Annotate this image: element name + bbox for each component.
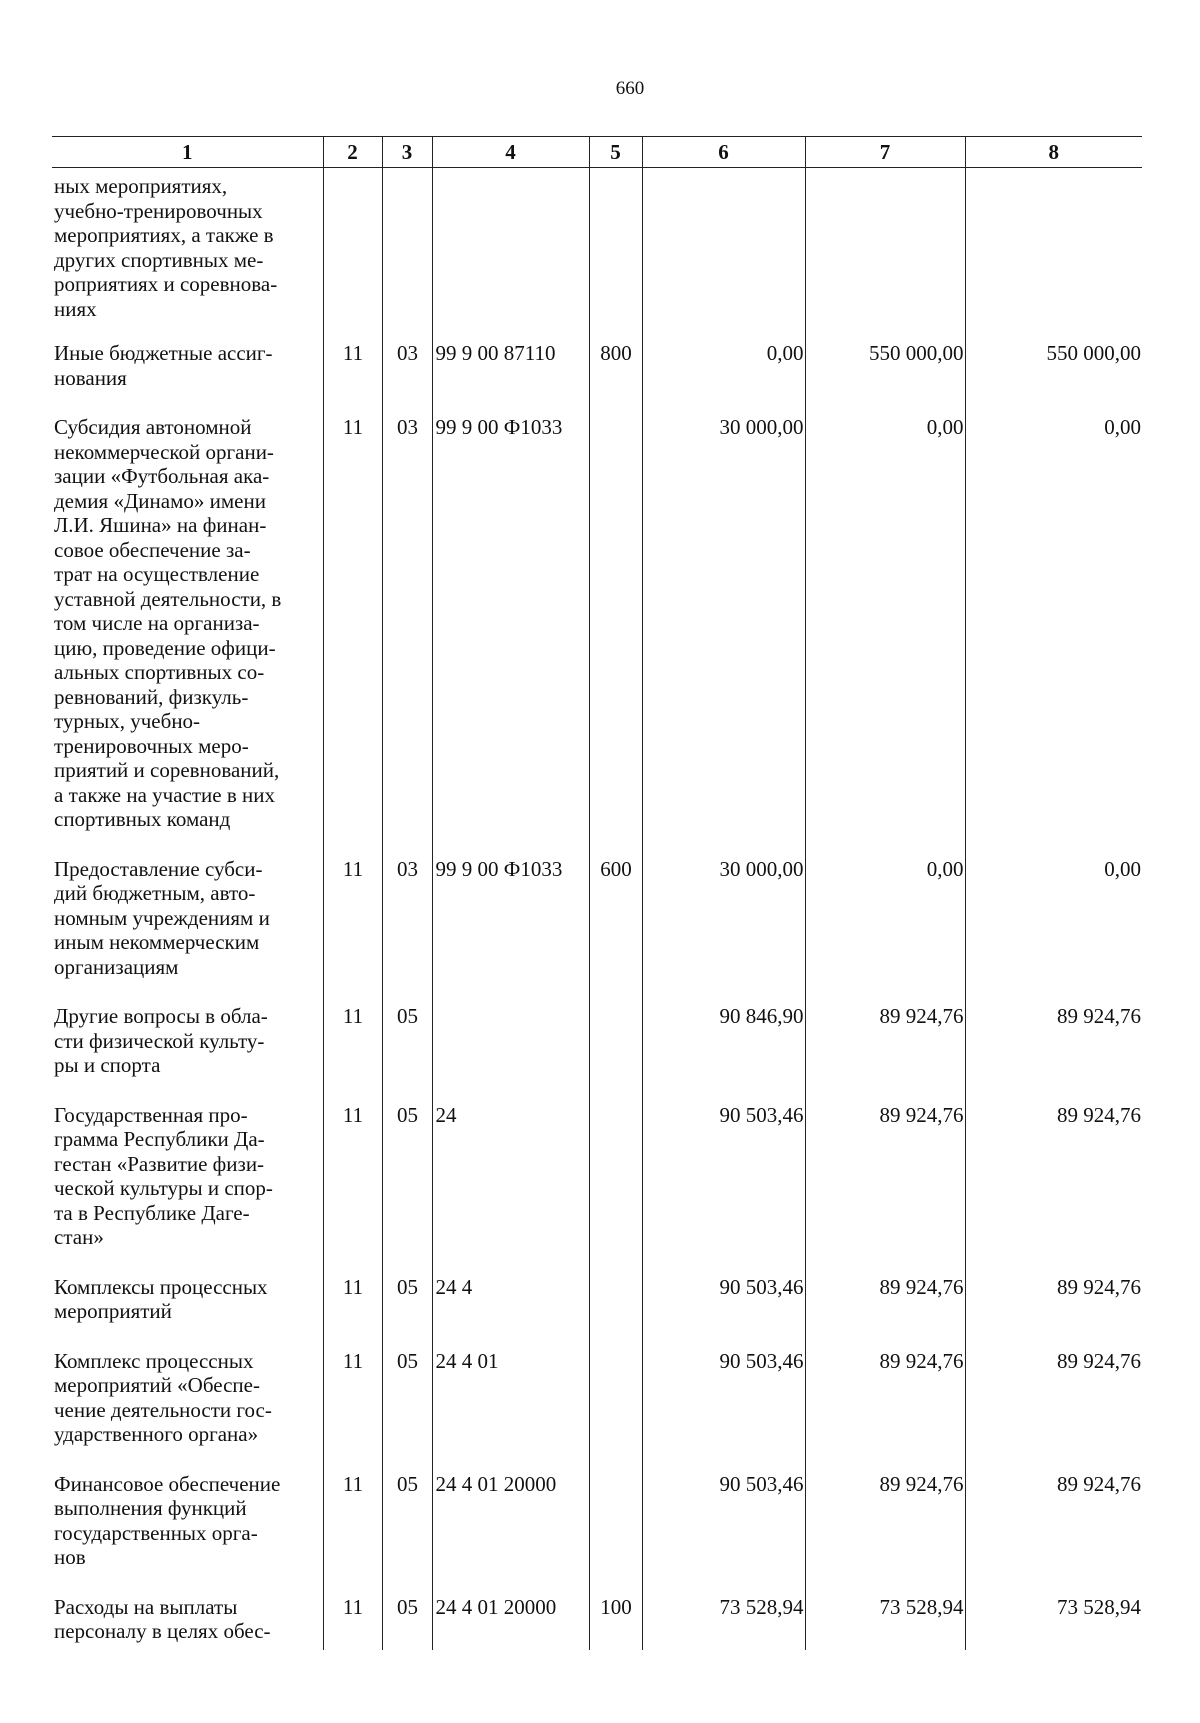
row-description (52, 341, 323, 415)
subsection-code: 05 (382, 1595, 432, 1650)
row-description (52, 1472, 323, 1595)
table-row (52, 1004, 1142, 1103)
row-description-text: Комплекс процессных мероприятий «Обеспе- чение деятельности гос- ударственного органа» (54, 1348, 272, 1446)
row-description (52, 1275, 323, 1349)
table-row (52, 1472, 1142, 1595)
amount-col-7: 89 924,76 (805, 1472, 965, 1595)
section-code: 11 (323, 1472, 382, 1595)
target-article-code: 24 4 01 20000 (432, 1595, 589, 1650)
page-number: 660 (615, 78, 645, 99)
column-header: 6 (642, 137, 805, 168)
column-header: 8 (965, 137, 1142, 168)
section-code: 11 (323, 1595, 382, 1650)
amount-col-8 (965, 168, 1142, 342)
section-code: 11 (323, 857, 382, 1005)
expense-type-code: 600 (589, 857, 642, 1005)
amount-col-8: 89 924,76 (965, 1472, 1142, 1595)
amount-col-8: 550 000,00 (965, 341, 1142, 415)
amount-col-6: 90 503,46 (642, 1349, 805, 1472)
row-description (52, 168, 323, 342)
expense-type-code (589, 168, 642, 342)
amount-col-7: 89 924,76 (805, 1275, 965, 1349)
row-description (52, 415, 323, 857)
expense-type-code (589, 1275, 642, 1349)
section-code: 11 (323, 1349, 382, 1472)
row-description-text: Расходы на выплаты персоналу в целях обес- (54, 1594, 271, 1643)
amount-col-6: 90 846,90 (642, 1004, 805, 1103)
row-description-text: Комплексы процессных мероприятий (54, 1274, 268, 1323)
amount-col-8: 89 924,76 (965, 1004, 1142, 1103)
target-article-code: 24 (432, 1103, 589, 1275)
target-article-code (432, 168, 589, 342)
amount-col-7: 550 000,00 (805, 341, 965, 415)
table-row (52, 1349, 1142, 1472)
row-description (52, 1595, 323, 1650)
subsection-code: 03 (382, 857, 432, 1005)
target-article-code: 24 4 01 (432, 1349, 589, 1472)
amount-col-7: 89 924,76 (805, 1103, 965, 1275)
expense-type-code (589, 1004, 642, 1103)
amount-col-8: 89 924,76 (965, 1349, 1142, 1472)
amount-col-6: 90 503,46 (642, 1103, 805, 1275)
table-row (52, 168, 1142, 342)
target-article-code (432, 1004, 589, 1103)
column-header: 3 (382, 137, 432, 168)
target-article-code: 24 4 01 20000 (432, 1472, 589, 1595)
column-header: 2 (323, 137, 382, 168)
expense-type-code: 800 (589, 341, 642, 415)
row-description-text: Иные бюджетные ассиг- нования (54, 341, 273, 390)
table-row (52, 857, 1142, 1005)
amount-col-7: 89 924,76 (805, 1349, 965, 1472)
row-description (52, 1103, 323, 1275)
target-article-code: 99 9 00 Ф1033 (432, 415, 589, 857)
expense-type-code: 100 (589, 1595, 642, 1650)
table-row (52, 415, 1142, 857)
column-header: 4 (432, 137, 589, 168)
target-article-code: 24 4 (432, 1275, 589, 1349)
section-code: 11 (323, 341, 382, 415)
table-row (52, 1103, 1142, 1275)
amount-col-6: 90 503,46 (642, 1275, 805, 1349)
amount-col-6: 0,00 (642, 341, 805, 415)
section-code: 11 (323, 415, 382, 857)
amount-col-7: 73 528,94 (805, 1595, 965, 1650)
row-description (52, 1349, 323, 1472)
section-code (323, 168, 382, 342)
amount-col-6: 90 503,46 (642, 1472, 805, 1595)
header-row (52, 137, 1142, 168)
amount-col-7 (805, 168, 965, 342)
amount-col-6 (642, 168, 805, 342)
amount-col-6: 73 528,94 (642, 1595, 805, 1650)
row-description (52, 1004, 323, 1103)
amount-col-8: 73 528,94 (965, 1595, 1142, 1650)
amount-col-8: 89 924,76 (965, 1103, 1142, 1275)
amount-col-8: 0,00 (965, 415, 1142, 857)
expense-type-code (589, 1103, 642, 1275)
subsection-code: 05 (382, 1275, 432, 1349)
table-row (52, 1595, 1142, 1650)
column-header: 7 (805, 137, 965, 168)
expense-type-code (589, 1349, 642, 1472)
section-code: 11 (323, 1275, 382, 1349)
budget-table (52, 136, 1142, 1650)
subsection-code: 05 (382, 1472, 432, 1595)
amount-col-6: 30 000,00 (642, 415, 805, 857)
row-description (52, 857, 323, 1005)
table-row (52, 341, 1142, 415)
column-header: 5 (589, 137, 642, 168)
row-description-text: ных мероприятиях, учебно-тренировочных мероприятиях, а также в других спортивных ме- роприятиях и соревнова- ниях (54, 174, 278, 321)
row-description-text: Другие вопросы в обла- сти физической культу- ры и спорта (54, 1004, 268, 1077)
row-description-text: Государственная про- грамма Республики Да- гестан «Развитие физи- ческой культуры и спор- та в Республике Даге- стан» (54, 1102, 273, 1249)
subsection-code: 05 (382, 1004, 432, 1103)
subsection-code: 05 (382, 1349, 432, 1472)
amount-col-8: 89 924,76 (965, 1275, 1142, 1349)
target-article-code: 99 9 00 87110 (432, 341, 589, 415)
amount-col-7: 0,00 (805, 415, 965, 857)
expense-type-code (589, 1472, 642, 1595)
row-description-text: Финансовое обеспечение выполнения функций государственных орга- нов (54, 1471, 281, 1569)
subsection-code (382, 168, 432, 342)
row-description-text: Предоставление субси- дий бюджетным, авто- номным учреждениям и иным некоммерческим организациям (54, 856, 270, 979)
expense-type-code (589, 415, 642, 857)
table-row (52, 1275, 1142, 1349)
row-description-text: Субсидия автономной некоммерческой органи- зации «Футбольная ака- демия «Динамо» имени Л.И. Яшина» на финан- совое обеспечение за- трат на осуществление уставной деятельности, в том числе на организа- цию, проведение офици- альных спортивных со- ревнований, физкуль- турных, учебно- тренировочных меро- приятий и соревнований, а также на участие в них спортивных команд (54, 415, 282, 831)
amount-col-7: 89 924,76 (805, 1004, 965, 1103)
amount-col-8: 0,00 (965, 857, 1142, 1005)
amount-col-6: 30 000,00 (642, 857, 805, 1005)
subsection-code: 03 (382, 415, 432, 857)
section-code: 11 (323, 1004, 382, 1103)
subsection-code: 05 (382, 1103, 432, 1275)
section-code: 11 (323, 1103, 382, 1275)
column-header: 1 (52, 137, 323, 168)
target-article-code: 99 9 00 Ф1033 (432, 857, 589, 1005)
subsection-code: 03 (382, 341, 432, 415)
amount-col-7: 0,00 (805, 857, 965, 1005)
